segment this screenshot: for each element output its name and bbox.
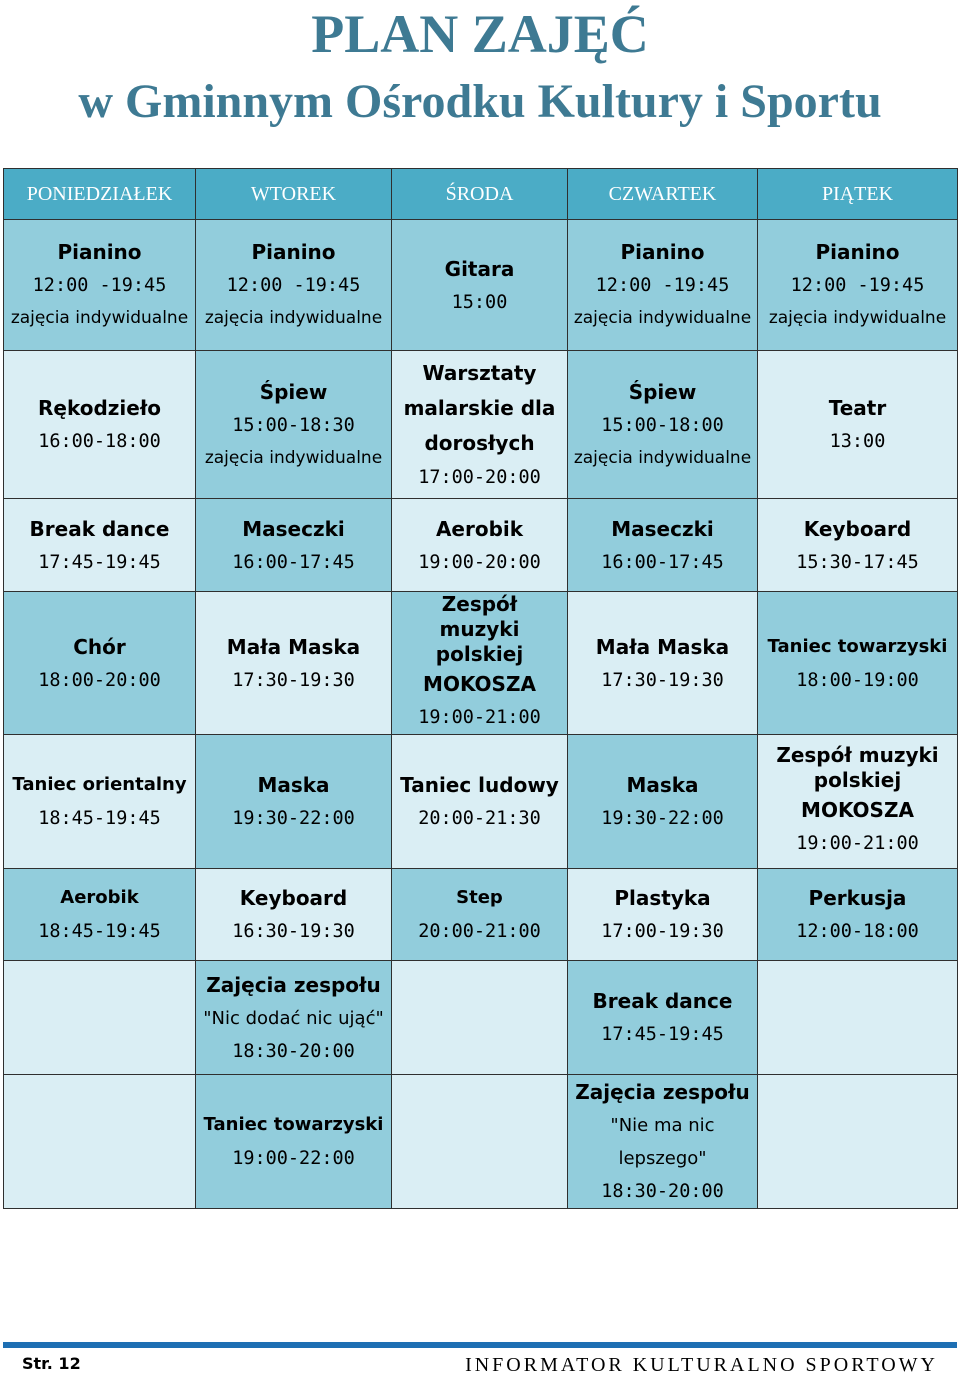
- activity-time: 12:00-18:00: [796, 921, 919, 942]
- activity-time: 12:00 -19:45: [595, 275, 730, 296]
- schedule-cell: [196, 735, 392, 869]
- activity-name: Chór: [73, 634, 126, 659]
- activity-time: 19:00-20:00: [418, 551, 541, 573]
- activity-time: 17:00-20:00: [418, 466, 541, 488]
- activity-name: Maska: [626, 773, 699, 797]
- activity-name: Teatr: [828, 396, 887, 420]
- schedule-cell: [568, 499, 758, 592]
- schedule-cell: [4, 499, 196, 592]
- activity-time: 16:00-17:45: [601, 551, 724, 573]
- schedule-cell: [4, 592, 196, 735]
- activity-time: 20:00-21:30: [418, 808, 541, 829]
- activity-name: Break dance: [29, 516, 170, 541]
- activity-note: zajęcia indywidualne: [204, 308, 383, 328]
- schedule-cell: [758, 220, 958, 351]
- activity-name: Zespół muzyki polskiej: [435, 592, 524, 666]
- activity-time: 17:30-19:30: [601, 669, 724, 691]
- activity-time: 12:00 -19:45: [32, 275, 167, 296]
- schedule-table: [3, 168, 958, 1209]
- activity-time: 19:00-22:00: [232, 1148, 355, 1169]
- schedule-cell: [392, 351, 568, 499]
- activity-note: zajęcia indywidualne: [204, 447, 383, 468]
- schedule-cell: [568, 351, 758, 499]
- activity-time: 17:30-19:30: [232, 669, 355, 691]
- activity-time: 12:00 -19:45: [790, 275, 925, 296]
- activity-time: 15:00-18:00: [601, 414, 724, 436]
- empty-cell: [392, 961, 568, 1075]
- activity-note: "Nic dodać nic ująć": [203, 1007, 384, 1029]
- empty-cell: [758, 1075, 958, 1209]
- activity-name: Break dance: [592, 989, 733, 1013]
- schedule-cell: [196, 592, 392, 735]
- footer-bar: [3, 1342, 957, 1348]
- activity-name: Zajęcia zespołu: [206, 972, 381, 997]
- activity-time: 16:30-19:30: [232, 921, 355, 942]
- page-subtitle: w Gminnym Ośrodku Kultury i Sportu: [78, 75, 882, 128]
- schedule-cell: [196, 499, 392, 592]
- activity-name: Pianino: [815, 240, 900, 264]
- activity-name: Pianino: [620, 240, 705, 264]
- activity-name: Aerobik: [435, 516, 524, 541]
- activity-time: 15:00-18:30: [232, 414, 355, 436]
- day-thursday: CZWARTEK: [568, 169, 758, 220]
- activity-time: 13:00: [829, 431, 886, 452]
- activity-subtitle: MOKOSZA: [423, 672, 536, 696]
- activity-time: 18:30-20:00: [601, 1181, 724, 1202]
- activity-note: zajęcia indywidualne: [10, 308, 189, 328]
- activity-name: Mała Maska: [226, 634, 361, 659]
- schedule-cell: [758, 592, 958, 735]
- table-row: [4, 220, 958, 351]
- schedule-cell: [392, 499, 568, 592]
- activity-name: Maseczki: [242, 516, 345, 541]
- schedule-cell: [392, 869, 568, 961]
- activity-note-line: "Nie ma nic: [610, 1115, 715, 1136]
- schedule-cell: [196, 869, 392, 961]
- activity-note: zajęcia indywidualne: [768, 308, 947, 328]
- activity-note: zajęcia indywidualne: [573, 308, 752, 328]
- activity-time: 20:00-21:00: [418, 921, 541, 942]
- schedule-cell: [196, 961, 392, 1075]
- schedule-cell: [758, 351, 958, 499]
- table-row: [4, 351, 958, 499]
- day-friday: PIĄTEK: [758, 169, 958, 220]
- schedule-cell: [568, 869, 758, 961]
- table-row: [4, 869, 958, 961]
- activity-name-line: Warsztaty: [422, 360, 537, 385]
- schedule-cell: [4, 351, 196, 499]
- activity-time: 15:30-17:45: [796, 551, 919, 573]
- schedule-cell: [196, 1075, 392, 1209]
- activity-name: Śpiew: [259, 379, 328, 404]
- activity-name: Keyboard: [239, 886, 348, 910]
- activity-subtitle: MOKOSZA: [801, 798, 914, 822]
- day-header-row: [4, 169, 958, 220]
- schedule-cell: [4, 220, 196, 351]
- schedule-cell: [758, 735, 958, 869]
- activity-time: 12:00 -19:45: [226, 275, 361, 296]
- activity-note: zajęcia indywidualne: [573, 447, 752, 468]
- activity-name: Perkusja: [808, 886, 907, 910]
- activity-time: 18:00-20:00: [38, 669, 161, 691]
- day-monday: PONIEDZIAŁEK: [4, 169, 196, 220]
- activity-name: Zajęcia zespołu: [575, 1080, 750, 1104]
- schedule-cell: [758, 499, 958, 592]
- schedule-cell: [4, 869, 196, 961]
- activity-time: 18:30-20:00: [232, 1040, 355, 1062]
- activity-time: 18:45-19:45: [38, 808, 161, 829]
- schedule-cell: [568, 592, 758, 735]
- schedule-cell: [758, 869, 958, 961]
- activity-name: Keyboard: [803, 516, 912, 541]
- activity-name: Pianino: [57, 240, 142, 264]
- schedule-cell: [392, 592, 568, 735]
- schedule-cell: [568, 961, 758, 1075]
- activity-name: Śpiew: [628, 379, 697, 404]
- activity-name: Plastyka: [614, 886, 711, 910]
- empty-cell: [4, 1075, 196, 1209]
- schedule-cell: [4, 735, 196, 869]
- activity-name: Maseczki: [611, 516, 714, 541]
- activity-name: Maska: [257, 773, 330, 797]
- activity-time: 19:00-21:00: [796, 833, 919, 854]
- activity-time: 16:00-18:00: [38, 431, 161, 452]
- table-row: [4, 499, 958, 592]
- activity-time: 18:00-19:00: [796, 669, 919, 691]
- table-row: [4, 961, 958, 1075]
- page-number: Str. 12: [22, 1354, 81, 1373]
- activity-time: 17:45-19:45: [38, 551, 161, 573]
- page-title: PLAN ZAJĘĆ: [311, 4, 649, 64]
- schedule-cell: [568, 1075, 758, 1209]
- activity-name-line: dorosłych: [424, 430, 535, 455]
- table-row: [4, 592, 958, 735]
- schedule-cell: [392, 220, 568, 351]
- activity-name: Mała Maska: [595, 634, 730, 659]
- empty-cell: [4, 961, 196, 1075]
- schedule-cell: [392, 735, 568, 869]
- day-wednesday: ŚRODA: [392, 169, 568, 220]
- activity-name: Step: [456, 887, 503, 908]
- footer-title: INFORMATOR KULTURALNO SPORTOWY: [465, 1354, 938, 1376]
- activity-name: Pianino: [251, 240, 336, 264]
- activity-name: Rękodzieło: [37, 396, 161, 420]
- activity-time: 19:00-21:00: [418, 707, 541, 728]
- schedule-cell: [568, 220, 758, 351]
- activity-name: Taniec ludowy: [400, 773, 559, 797]
- day-tuesday: WTOREK: [196, 169, 392, 220]
- activity-time: 15:00: [451, 291, 508, 313]
- activity-time: 17:00-19:30: [601, 921, 724, 942]
- activity-time: 16:00-17:45: [232, 551, 355, 573]
- activity-time: 18:45-19:45: [38, 921, 161, 942]
- activity-name: Gitara: [444, 256, 515, 281]
- activity-name: Zespół muzyki polskiej: [776, 743, 939, 792]
- activity-name: Aerobik: [60, 887, 139, 908]
- empty-cell: [392, 1075, 568, 1209]
- table-row: [4, 1075, 958, 1209]
- activity-note-line: lepszego": [618, 1148, 707, 1169]
- activity-name-line: malarskie dla: [403, 395, 556, 420]
- schedule-cell: [196, 220, 392, 351]
- activity-time: 19:30-22:00: [601, 808, 724, 829]
- activity-time: 17:45-19:45: [601, 1024, 724, 1045]
- activity-name: Taniec orientalny: [12, 774, 187, 795]
- activity-time: 19:30-22:00: [232, 808, 355, 829]
- schedule-cell: [196, 351, 392, 499]
- schedule-cell: [568, 735, 758, 869]
- empty-cell: [758, 961, 958, 1075]
- table-row: [4, 735, 958, 869]
- activity-name: Taniec towarzyski: [203, 1114, 384, 1135]
- activity-name: Taniec towarzyski: [767, 635, 948, 657]
